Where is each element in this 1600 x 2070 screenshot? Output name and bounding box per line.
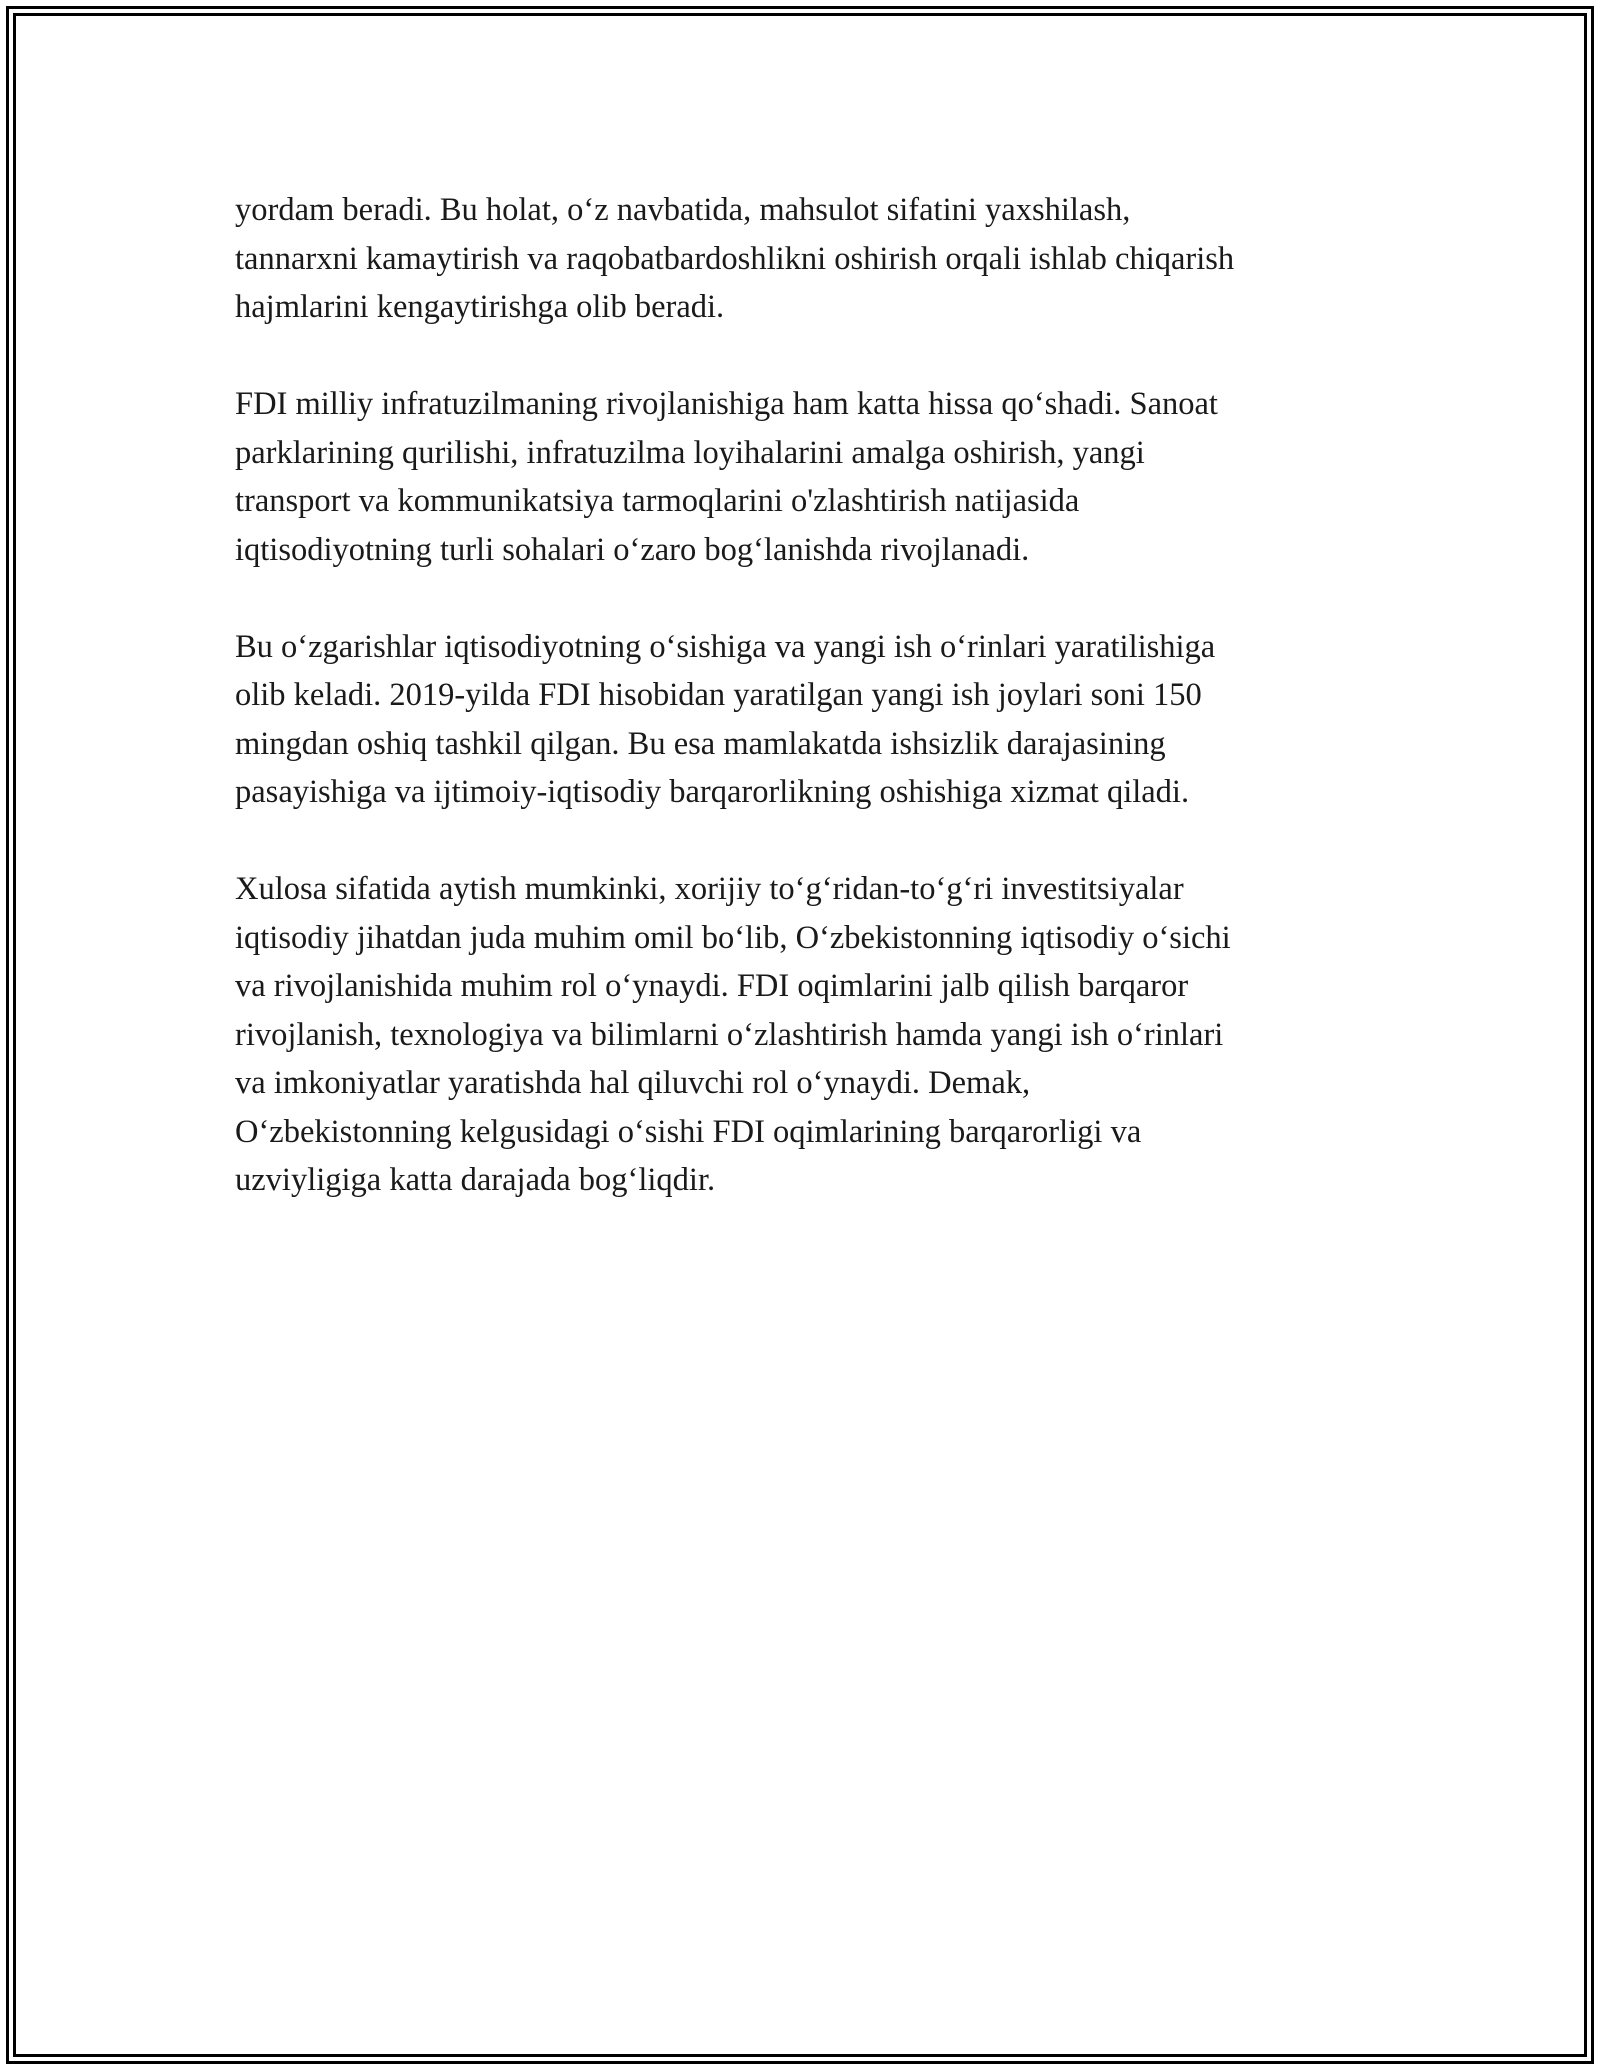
paragraph-2: FDI milliy infratuzilmaning rivojlanishiga ham katta hissa qo‘shadi. Sanoat parklarining qurilishi, infratuzilma loyihalarini amalga oshirish, yangi transport va kommunikatsiya tarmoqlarini o'zlashtirish natijasida iqtisodiyotning turli sohalari o‘zaro bog‘lanishda rivojlanadi. (235, 386, 1218, 568)
document-body (235, 186, 1385, 1253)
paragraph-4: Xulosa sifatida aytish mumkinki, xorijiy to‘g‘ridan-to‘g‘ri investitsiyalar iqtisodiy jihatdan juda muhim omil bo‘lib, O‘zbekistonning iqtisodiy o‘sichi va rivojlanishida muhim rol o‘ynaydi. FDI oqimlarini jalb qilish barqaror rivojlanish, texnologiya va bilimlarni o‘zlashtirish hamda yangi ish o‘rinlari va imkoniyatlar yaratishda hal qiluvchi rol o‘ynaydi. Demak, O‘zbekistonning kelgusidagi o‘sishi FDI oqimlarining barqarorligi va uzviyligiga katta darajada bog‘liqdir. (235, 871, 1231, 1198)
paragraph-1: yordam beradi. Bu holat, o‘z navbatida, mahsulot sifatini yaxshilash, tannarxni kamaytirish va raqobatbardoshlikni oshirish orqali ishlab chiqarish hajmlarini kengaytirishga olib beradi. (235, 192, 1235, 325)
paragraph-3: Bu o‘zgarishlar iqtisodiyotning o‘sishiga va yangi ish o‘rinlari yaratilishiga olib keladi. 2019-yilda FDI hisobidan yaratilgan yangi ish joylari soni 150 mingdan oshiq tashkil qilgan. Bu esa mamlakatda ishsizlik darajasining pasayishiga va ijtimoiy-iqtisodiy barqarorlikning oshishiga xizmat qiladi. (235, 628, 1216, 810)
